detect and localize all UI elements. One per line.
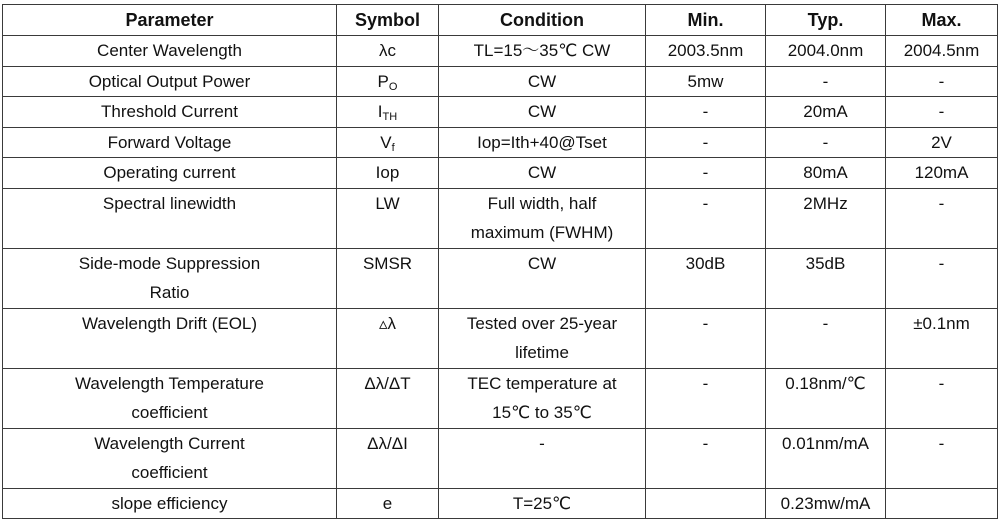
table-row <box>3 308 998 368</box>
table-row <box>3 127 998 158</box>
symbol-text: V <box>380 132 392 152</box>
header-condition: Condition <box>439 5 646 36</box>
cell-condition: - <box>439 428 646 488</box>
cell-condition: CW <box>439 158 646 189</box>
cell-max: - <box>886 66 998 97</box>
cell-max: - <box>886 248 998 308</box>
cell-typ: - <box>766 127 886 158</box>
cell-condition: CW <box>439 97 646 128</box>
symbol-text: I <box>377 102 383 121</box>
cell-parameter: Wavelength Temperature coefficient <box>3 368 337 428</box>
cell-max: 2V <box>886 127 998 158</box>
cell-symbol <box>337 428 439 488</box>
cell-typ: 2MHz <box>766 188 886 248</box>
table-row <box>3 97 998 128</box>
cell-condition: TL=15～35℃ CW <box>439 36 646 67</box>
cell-parameter: slope efficiency <box>3 488 337 519</box>
cell-symbol <box>337 248 439 308</box>
cell-max <box>886 488 998 519</box>
cell-typ: 0.23mw/mA <box>766 488 886 519</box>
cell-condition: Tested over 25-year lifetime <box>439 308 646 368</box>
cell-typ: 20mA <box>766 97 886 128</box>
cell-min: - <box>646 428 766 488</box>
header-symbol: Symbol <box>337 5 439 36</box>
header-parameter: Parameter <box>3 5 337 36</box>
symbol-subscript: TH <box>382 111 398 123</box>
table-row <box>3 158 998 189</box>
cell-symbol <box>337 308 439 368</box>
cell-parameter: Wavelength Current coefficient <box>3 428 337 488</box>
cell-parameter: Wavelength Drift (EOL) <box>3 308 337 368</box>
cell-symbol <box>337 127 439 158</box>
cell-symbol <box>337 97 439 128</box>
symbol-text: Δλ/ΔT <box>364 373 411 393</box>
symbol-subscript: O <box>388 80 398 93</box>
cell-parameter: Center Wavelength <box>3 36 337 67</box>
symbol-text: Iop <box>375 163 400 182</box>
header-typ: Typ. <box>766 5 886 36</box>
cell-parameter: Spectral linewidth <box>3 188 337 248</box>
cell-condition: TEC temperature at 15℃ to 35℃ <box>439 368 646 428</box>
cell-parameter: Threshold Current <box>3 97 337 128</box>
cell-max: - <box>886 188 998 248</box>
cell-max: - <box>886 368 998 428</box>
cell-min: - <box>646 158 766 189</box>
cell-max: 2004.5nm <box>886 36 998 67</box>
cell-min: - <box>646 97 766 128</box>
spec-table <box>2 4 998 519</box>
cell-parameter: Operating current <box>3 158 337 189</box>
cell-min: - <box>646 127 766 158</box>
cell-condition: Full width, half maximum (FWHM) <box>439 188 646 248</box>
cell-min: 5mw <box>646 66 766 97</box>
symbol-text: LW <box>375 193 400 213</box>
header-min: Min. <box>646 5 766 36</box>
cell-symbol <box>337 36 439 67</box>
cell-max: 120mA <box>886 158 998 189</box>
cell-typ: 2004.0nm <box>766 36 886 67</box>
cell-parameter: Forward Voltage <box>3 127 337 158</box>
symbol-text: ▵λ <box>378 313 397 333</box>
cell-typ: 35dB <box>766 248 886 308</box>
cell-min: - <box>646 368 766 428</box>
cell-condition: CW <box>439 66 646 97</box>
cell-max: - <box>886 97 998 128</box>
symbol-text: P <box>377 71 389 91</box>
cell-condition: T=25℃ <box>439 488 646 519</box>
cell-parameter: Optical Output Power <box>3 66 337 97</box>
table-row <box>3 248 998 308</box>
cell-typ: - <box>766 66 886 97</box>
cell-typ: - <box>766 308 886 368</box>
header-row <box>3 5 998 36</box>
cell-min: 2003.5nm <box>646 36 766 67</box>
cell-min: - <box>646 188 766 248</box>
cell-min: 30dB <box>646 248 766 308</box>
cell-parameter: Side-mode Suppression Ratio <box>3 248 337 308</box>
cell-typ: 0.18nm/℃ <box>766 368 886 428</box>
table-row <box>3 428 998 488</box>
cell-min: - <box>646 308 766 368</box>
table-row <box>3 188 998 248</box>
cell-max: ±0.1nm <box>886 308 998 368</box>
table-row <box>3 36 998 67</box>
header-max: Max. <box>886 5 998 36</box>
cell-min <box>646 488 766 519</box>
cell-symbol <box>337 66 439 97</box>
symbol-text: e <box>382 493 393 513</box>
symbol-text: Δλ/ΔI <box>367 433 408 453</box>
cell-symbol <box>337 368 439 428</box>
symbol-text: λc <box>379 41 396 60</box>
cell-typ: 80mA <box>766 158 886 189</box>
symbol-subscript: f <box>391 141 395 154</box>
table-row <box>3 368 998 428</box>
cell-symbol <box>337 188 439 248</box>
cell-symbol <box>337 158 439 189</box>
cell-symbol <box>337 488 439 519</box>
table-row <box>3 66 998 97</box>
cell-max: - <box>886 428 998 488</box>
cell-typ: 0.01nm/mA <box>766 428 886 488</box>
cell-condition: Iop=Ith+40@Tset <box>439 127 646 158</box>
symbol-text: SMSR <box>362 253 413 273</box>
table-row <box>3 488 998 519</box>
cell-condition: CW <box>439 248 646 308</box>
